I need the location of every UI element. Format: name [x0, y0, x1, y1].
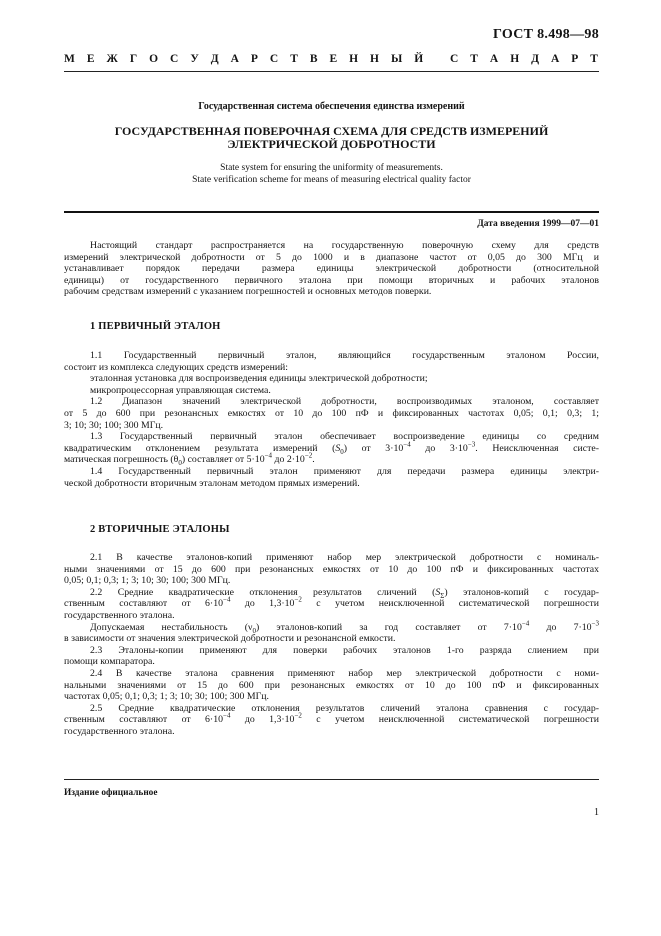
text-run: до 1,3·10 — [230, 714, 295, 726]
paragraph-2-5-cont: государственного эталона. — [64, 725, 175, 737]
exponent: −4 — [223, 596, 231, 605]
banner-letter: Е — [86, 53, 95, 65]
exponent: −4 — [403, 440, 411, 449]
paragraph-2-4: 2.4 В качестве эталона сравнения применяют набор мер электрической добротности с номи- — [90, 667, 599, 679]
paragraph-2-1-cont: 0,05; 0,1; 0,3; 1; 3; 10; 30; 100; 300 МГц. — [64, 575, 231, 587]
banner-letter: Е — [329, 53, 338, 65]
text-run: ) составляет от 5·10 — [181, 454, 265, 466]
title-line-1: ГОСУДАРСТВЕННАЯ ПОВЕРОЧНАЯ СХЕМА ДЛЯ СРЕДСТВ ИЗМЕРЕНИЙ — [114, 124, 549, 138]
banner-letter: С — [269, 53, 279, 65]
footer-rule — [64, 779, 599, 780]
banner-letter: Н — [510, 53, 520, 65]
intro-line: единицы) от государственного первичного эталона при помощи вторичных и рабочих эталонов — [64, 274, 599, 286]
paragraph-1-1: 1.1 Государственный первичный эталон, являющийся государственным эталоном России, — [90, 350, 599, 361]
paragraph-1-3-cont — [64, 454, 599, 466]
intro-line: Настоящий стандарт распространяется на государственную поверочную схему для средств — [90, 240, 599, 251]
subscript: 0 — [252, 626, 256, 635]
text-run: с учетом неисключенной систематической погрешности — [301, 714, 599, 726]
exponent: −4 — [223, 712, 231, 721]
paragraph-1-2-cont: от 5 до 600 при резонансных емкостях от 10 до 100 пФ и фиксированных частотах 0,05; 0,1; 0,3; 1; — [64, 407, 599, 419]
paragraph-2-3-cont: помощи компаратора. — [64, 656, 155, 668]
banner-letter: Й — [414, 53, 424, 65]
paragraph-1-4-cont: ческой добротности вторичным эталонам методом прямых измерений. — [64, 477, 360, 489]
text-run: ) эталонов-копий с государ- — [444, 586, 599, 598]
text-run: Допускаемая нестабильность (ν — [90, 621, 253, 633]
interstate-standard-banner — [64, 53, 598, 65]
introduction-date: Дата введения 1999—07—01 — [477, 219, 599, 229]
text-run: до 3·10 — [410, 442, 468, 454]
subscript: Σ — [440, 591, 445, 600]
title-line-2: ЭЛЕКТРИЧЕСКОЙ ДОБРОТНОСТИ — [227, 137, 436, 151]
paragraph-1-3: 1.3 Государственный первичный эталон обеспечивает воспроизведение единицы со средним — [90, 431, 599, 443]
banner-letter: Р — [571, 53, 579, 65]
text-run: до 7·10 — [529, 621, 592, 633]
english-title-line-2: State verification scheme for means of measuring electrical quality factor — [192, 174, 471, 185]
banner-letter: Т — [290, 53, 298, 65]
paragraph-2-1: 2.1 В качестве эталонов-копий применяют набор мер электрической добротности с номиналь- — [90, 552, 599, 563]
exponent: −2 — [294, 712, 302, 721]
header-rule — [64, 71, 599, 72]
banner-letter: Ж — [106, 53, 118, 65]
banner-letter: Г — [129, 53, 138, 65]
text-run: ) от 3·10 — [343, 442, 404, 454]
page-number: 1 — [594, 807, 599, 818]
system-name: Государственная система обеспечения единства измерений — [198, 101, 465, 112]
paragraph-2-5-cont — [64, 714, 599, 726]
subscript: 0 — [178, 459, 182, 468]
banner-letter: А — [489, 53, 499, 65]
intro-line: измерений электрической добротности от 5 до 1000 и в диапазоне частот от 0,05 до 300 МГц и — [64, 251, 599, 263]
banner-letter: С — [449, 53, 459, 65]
paragraph-2-5: 2.5 Средние квадратические отклонения результатов сличений эталона сравнения с государ- — [90, 702, 599, 714]
text-run: ) эталонов-копий за год составляет от 7·10 — [255, 621, 522, 633]
banner-letter: О — [149, 53, 159, 65]
text-run: до 1,3·10 — [230, 598, 295, 610]
paragraph-2-2-stability — [64, 619, 599, 635]
subscript: 0 — [340, 447, 344, 456]
text-run: . Неисключенная систе- — [475, 442, 600, 454]
text-run: матическая погрешность (θ — [64, 454, 179, 466]
list-item: микропроцессорная управляющая система. — [90, 384, 271, 396]
paragraph-2-2-cont — [64, 598, 599, 610]
text-run: квадратическим отклонением результата измерений ( — [64, 442, 336, 454]
section-2-body — [64, 552, 599, 738]
exponent: −3 — [591, 619, 599, 628]
official-edition-label: Издание официальное — [64, 788, 158, 798]
symbol-s: S — [335, 442, 341, 454]
paragraph-1-3-cont — [64, 440, 600, 456]
text-run: . — [312, 454, 315, 466]
document-title — [64, 125, 599, 151]
paragraph-2-2-stability-cont: в зависимости от значения электрической добротности и резонансной емкости. — [64, 633, 396, 645]
section-1-body — [64, 350, 599, 489]
banner-letter: Д — [210, 53, 219, 65]
paragraph-2-2-cont: государственного эталона. — [64, 609, 175, 621]
english-title — [64, 163, 599, 186]
banner-letter: А — [230, 53, 239, 65]
intro-paragraph — [64, 240, 599, 298]
banner-letter: Р — [250, 53, 258, 65]
banner-letter: Ы — [390, 53, 403, 65]
paragraph-2-4-cont: частотах 0,05; 0,1; 0,3; 1; 3; 10; 30; 100; 300 МГц. — [64, 691, 269, 703]
banner-letter: С — [170, 53, 179, 65]
banner-letter: А — [551, 53, 560, 65]
banner-letter: Т — [470, 53, 478, 65]
paragraph-2-3: 2.3 Эталоны-копии применяют для поверки рабочих эталонов 1-го разряда слиением при — [90, 644, 599, 656]
section-1-heading: 1 ПЕРВИЧНЫЙ ЭТАЛОН — [90, 321, 221, 332]
banner-letter: Т — [590, 53, 598, 65]
banner-letter: В — [309, 53, 318, 65]
english-title-line-1: State system for ensuring the uniformity of measurements. — [220, 163, 443, 173]
text-run: ственным составляют от 6·10 — [64, 714, 223, 726]
paragraph-2-2 — [64, 587, 599, 599]
paragraph-1-2: 1.2 Диапазон значений электрической добротности, воспроизводимых эталоном, составляет — [90, 396, 599, 408]
paragraph-1-1-cont: состоит из комплекса следующих средств измерений: — [64, 361, 289, 373]
exponent: −2 — [304, 452, 313, 461]
list-item: эталонная установка для воспроизведения единицы электрической добротности; — [90, 373, 428, 385]
banner-letter: Д — [531, 53, 540, 65]
paragraph-2-1-cont: ными значениями от 15 до 600 при резонансных емкостях от 10 до 100 пФ и фиксированных частотах — [64, 563, 599, 575]
banner-letter: М — [64, 53, 75, 65]
title-rule — [64, 211, 599, 213]
exponent: −4 — [264, 452, 273, 461]
banner-letter: У — [190, 53, 199, 65]
section-2-heading: 2 ВТОРИЧНЫЕ ЭТАЛОНЫ — [90, 524, 230, 535]
intro-line: устанавливает порядок передачи размера единицы электрической добротности (относительной — [64, 263, 599, 275]
text-run: 2.2 Средние квадратические отклонения результатов сличений ( — [90, 586, 436, 598]
exponent: −3 — [467, 440, 476, 449]
banner-letter: Н — [370, 53, 379, 65]
banner-gap — [435, 53, 438, 65]
text-run: до 2·10 — [272, 454, 305, 466]
exponent: −2 — [294, 596, 302, 605]
paragraph-1-2-cont: 3; 10; 30; 100; 300 МГц. — [64, 419, 164, 431]
banner-letter: Н — [349, 53, 359, 65]
text-run: с учетом неисключенной систематической погрешности — [301, 598, 599, 610]
exponent: −4 — [521, 619, 530, 628]
text-run: ственным составляют от 6·10 — [64, 598, 223, 610]
intro-line: рабочим средствам измерений с указанием погрешностей и основных методов поверки. — [64, 286, 432, 298]
symbol-s: S — [435, 586, 441, 598]
paragraph-2-4-cont: нальными значениями от 15 до 600 при резонансных емкостях от 10 до 100 пФ и фиксированных — [64, 679, 599, 691]
paragraph-1-4: 1.4 Государственный первичный эталон применяют для передачи размера единицы электри- — [90, 465, 599, 477]
document-number: ГОСТ 8.498—98 — [493, 27, 599, 42]
